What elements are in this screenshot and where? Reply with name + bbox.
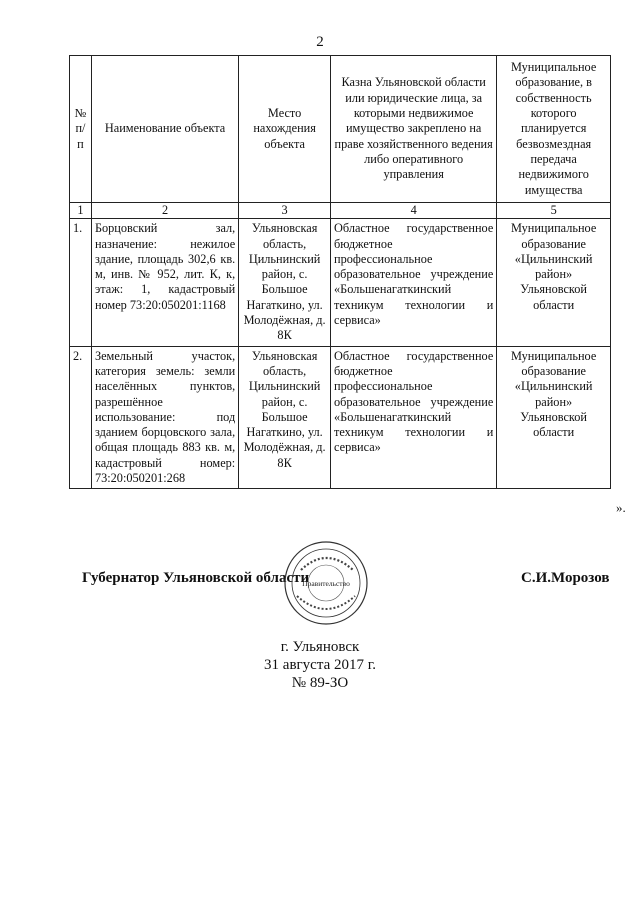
footer-date: 31 августа 2017 г. bbox=[264, 657, 376, 673]
object-location: Ульяновская область, Цильнинский район, с. Большое Нагаткино, ул. Молодёжная, д. 8К bbox=[239, 346, 331, 489]
object-name: Борцовский зал, назначение: нежилое здание, площадь 302,6 кв. м, инв. № 952, лит. К, к, этаж: 1, кадастровый номер 73:20:050201:1168 bbox=[91, 219, 238, 346]
header-municipality: Муниципальное образование, в собственность которого планируется безвозмездная передача недвижимого имущества bbox=[497, 56, 611, 203]
stamp-text: Правительство bbox=[302, 579, 350, 588]
closing-quote: ». bbox=[616, 500, 626, 515]
table-header-row bbox=[70, 56, 611, 203]
header-object-name: Наименование объекта bbox=[91, 56, 238, 203]
column-number: 1 bbox=[70, 203, 92, 219]
header-number: № п/п bbox=[70, 56, 92, 203]
footer-city: г. Ульяновск bbox=[280, 639, 360, 655]
header-location: Место нахождения объекта bbox=[239, 56, 331, 203]
header-holder: Казна Ульяновской области или юридические лица, за которыми недвижимое имущество закреплено на праве хозяйственного ведения либо оперативного управления bbox=[331, 56, 497, 203]
column-number: 3 bbox=[239, 203, 331, 219]
object-location: Ульяновская область, Цильнинский район, с. Большое Нагаткино, ул. Молодёжная, д. 8К bbox=[239, 219, 331, 346]
property-table bbox=[69, 55, 611, 489]
signature-position: Губернатор Ульяновской области bbox=[82, 570, 310, 586]
row-number: 2. bbox=[70, 346, 92, 489]
object-name: Земельный участок, категория земель: земли населённых пунктов, разрешённое использование: под зданием борцовского зала, общая площадь 883 кв. м, кадастровый номер: 73:20:050201:268 bbox=[91, 346, 238, 489]
column-number: 4 bbox=[331, 203, 497, 219]
object-holder: Областное государственное бюджетное профессиональное образовательное учреждение «Большенагаткинский техникум технологии и сервиса» bbox=[331, 219, 497, 346]
column-number: 2 bbox=[91, 203, 238, 219]
row-number: 1. bbox=[70, 219, 92, 346]
signature-name: С.И.Морозов bbox=[521, 570, 610, 586]
official-seal-stamp bbox=[283, 540, 369, 626]
table-row bbox=[70, 219, 611, 346]
object-municipality: Муниципальное образование «Цильнинский район» Ульяновской области bbox=[497, 346, 611, 489]
page-number: 2 bbox=[316, 34, 324, 50]
footer-number: № 89-ЗО bbox=[291, 675, 349, 691]
table-row bbox=[70, 346, 611, 489]
column-number: 5 bbox=[497, 203, 611, 219]
object-municipality: Муниципальное образование «Цильнинский район» Ульяновской области bbox=[497, 219, 611, 346]
column-number-row bbox=[70, 203, 611, 219]
object-holder: Областное государственное бюджетное профессиональное образовательное учреждение «Большенагаткинский техникум технологии и сервиса» bbox=[331, 346, 497, 489]
